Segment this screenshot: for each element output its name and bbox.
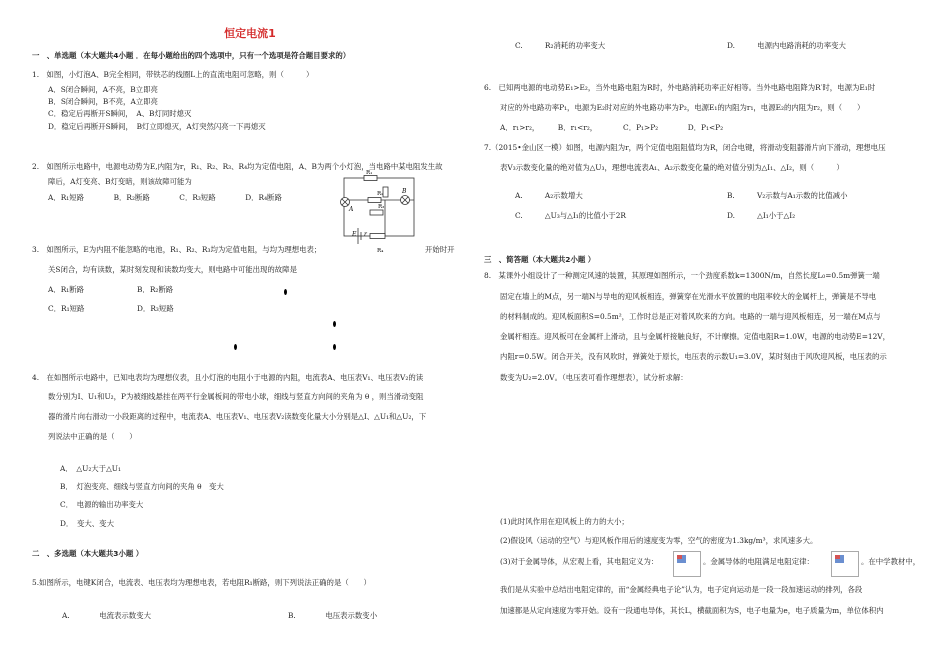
q8-line-3: 的材料制成的。迎风板面积S=0.5m²，工作时总是正对着风吹来的方向。电路的一端与迎风板相连，另一端在M点与 — [500, 312, 881, 321]
q8-line-1: 8. 某课外小组设计了一种测定风速的装置，其原理如图所示，一个劲度系数k=1300N/m，自然长度L₀=0.5m弹簧一端 — [484, 271, 880, 280]
q1-option-a: A．S闭合瞬间，A不亮，B立即亮 — [48, 85, 158, 94]
q8-line-7: 我们是从实验中总结出电阻定律的，而“金属经典电子论”认为，电子定向运动是一段一段加速运动的排列，各段 — [500, 585, 863, 594]
q7-option-a: A. A₂示数增大 — [515, 191, 583, 200]
q1-option-b: B．S闭合瞬间，B不亮，A立即亮 — [48, 97, 158, 106]
q3-option-d: D．R₃短路 — [137, 304, 174, 313]
image-fragment-dot — [234, 344, 237, 350]
q2-label-r3: R₃ — [378, 204, 385, 210]
q1-option-d: D．稳定后再断开S瞬间， B灯立即熄灭，A灯突然闪亮一下再熄灭 — [48, 122, 266, 131]
q8-line-2: 固定在墙上的M点，另一端N与导电的迎风板相连，弹簧穿在光滑水平放置的电阻率较大的金属杆上，弹簧是不导电 — [500, 292, 877, 301]
q1-option-c: C．稳定后再断开S瞬间， A、B灯同时熄灭 — [48, 109, 192, 118]
image-fragment-dot — [284, 289, 287, 295]
q5-stem: 5.如图所示，电键K闭合，电流表、电压表均为理想电表，若电阻R₁断路，则下列说法正确的是（ ） — [32, 578, 371, 587]
resistance-law-formula-image — [831, 551, 859, 577]
q4-line-1: 4. 在如图所示电路中，已知电表均为理想仪表，且小灯泡的电阻小于电源的内阻，电流表A、电压表V₁、电压表V₂的读 — [32, 373, 424, 382]
q3-option-a: A．R₁断路 — [48, 285, 85, 294]
q3-line-2: 关S闭合，均有读数，某时刻发现和读数均变大，则电路中可能出现的故障是 — [48, 265, 297, 274]
q5-option-d: D. 电源内电路消耗的功率变大 — [727, 41, 846, 50]
q4-option-b: B． 灯泡变亮、细线与竖直方向间的夹角 θ 变大 — [60, 482, 224, 491]
q3-option-b: B．R₂断路 — [137, 285, 174, 294]
q2-label-r: r — [364, 231, 367, 238]
q2-line-1: 2. 如图所示电路中，电源电动势为E,内阻为r，R₁、R₂、R₃、R₄均为定值电阻，A、B为两个小灯泡，当电路中某电阻发生故 — [32, 162, 443, 171]
q4-line-3: 器的滑片向右滑动一小段距离的过程中，电流表A、电压表V₁、电压表V₂读数变化量大小分别是△I、△U₁和△U₂，下 — [48, 412, 427, 421]
q4-line-4: 列说法中正确的是（ ） — [48, 432, 137, 441]
q7-line-1: 7.（2015•金山区一模）如图，电源内阻为r，两个定值电阻阻值均为R，闭合电键，将滑动变阻器滑片向下滑动，理想电压 — [484, 143, 886, 152]
q5-option-b: B. 电压表示数变小 — [288, 611, 378, 620]
q2-label-r2: R₂ — [377, 191, 384, 197]
image-fragment-dot — [333, 321, 336, 327]
q7-option-d: D. △I₁小于△I₂ — [727, 211, 796, 220]
section-multiple-choice: 二 、多选题（本大题共3小题 ） — [32, 549, 144, 558]
q3-line-1: 3. 如图所示，E为内阻不能忽略的电池，R₁、R₂、R₃均为定值电阻，与均为理想电表； — [32, 245, 322, 254]
image-fragment-dot — [333, 344, 336, 350]
page-title: 恒定电流1 — [224, 27, 276, 40]
q2-circuit-diagram — [338, 170, 420, 255]
section-single-choice: 一 、单选题（本大题共4小题 ．在每小题给出的四个选项中，只有一个选项是符合题目要求的） — [32, 51, 351, 60]
q8-line-5: 内阻r=0.5W。闭合开关，没有风吹时，弹簧处于原长，电压表的示数U₁=3.0V，某时刻由于风吹迎风板，电压表的示 — [500, 352, 887, 361]
q8-part-3-c: 。在中学教材中， — [861, 557, 921, 566]
q5-option-c: C. R₂消耗的功率变大 — [515, 41, 606, 50]
q2-label-r1: R₁ — [366, 170, 373, 176]
q4-option-d: D． 变大、变大 — [60, 519, 114, 528]
q8-line-8: 加速都是从定向速度为零开始。设有一段通电导体，其长L，横截面积为S，电子电量为e，电子质量为m，单位体积内 — [500, 606, 884, 615]
q4-option-c: C． 电源的输出功率变大 — [60, 500, 144, 509]
q2-line-2: 障后，A灯变亮、B灯变暗，则该故障可能为 — [48, 177, 192, 186]
q8-part-3-a: (3)对于金属导体，从宏观上看，其电阻定义为： — [500, 557, 659, 566]
q6-line-2: 对应的外电路功率P₁，电源为E₂时对应的外电路功率为P₂，电源E₁的内阻为r₁，电源E₂的内阻为r₂，则（ ） — [500, 103, 865, 112]
q6-line-1: 6. 已知两电源的电动势E₁>E₂，当外电路电阻为R时，外电路消耗功率正好相等。当外电路电阻降为R′时，电源为E₁时 — [484, 83, 876, 92]
q8-line-4: 金属杆相连。迎风板可在金属杆上滑动，且与金属杆接触良好，不计摩擦。定值电阻R=1.0W，电源的电动势E=12V， — [500, 332, 891, 341]
q7-line-2: 表V₃示数变化量的绝对值为△U₃，理想电流表A₁、A₂示数变化量的绝对值分别为△I₁、△I₂，则（ ） — [500, 163, 844, 172]
q6-options: A．r₁>r₂， B．r₁<r₂， C．P₁>P₂ D．P₁<P₂ — [500, 123, 724, 132]
q2-label-a: A — [349, 206, 354, 213]
q2-label-e: E — [352, 231, 357, 238]
q7-option-b: B. V₂示数与A₁示数的比值减小 — [727, 191, 848, 200]
q2-label-b: B — [402, 188, 407, 195]
section-short-answer: 三 、简答题（本大题共2小题 ） — [484, 255, 596, 264]
q8-part-1: (1)此时风作用在迎风板上的力的大小； — [500, 517, 629, 526]
q8-part-2: (2)假设风（运动的空气）与迎风板作用后的速度变为零，空气的密度为1.3kg/m³，求风速多大。 — [500, 536, 818, 545]
q3-option-c: C．R₁短路 — [48, 304, 85, 313]
q8-part-3-b: 。金属导体的电阻满足电阻定律： — [703, 557, 814, 566]
q8-line-6: 数变为U₂=2.0V。（电压表可看作理想表），试分析求解： — [500, 373, 688, 382]
q7-option-c: C. △U₃与△I₁的比值小于2R — [515, 211, 626, 220]
q4-line-2: 数分别为I、U₁和U₂，P为被细线悬挂在两平行金属板间的带电小球，细线与竖直方向间的夹角为 θ ，则当滑动变阻 — [48, 392, 424, 401]
q1-stem: 1. 如图，小灯泡A、B完全相同，带铁芯的线圈L上的直流电阻可忽略，则（ ） — [32, 70, 314, 79]
q3-line-1-end: 开始时开 — [425, 245, 455, 254]
resistance-definition-formula-image — [673, 551, 701, 577]
q5-option-a: A. 电流表示数变大 — [62, 611, 151, 620]
q2-label-r4: R₄ — [377, 248, 384, 254]
q4-option-a: A． △U₂大于△U₁ — [60, 464, 121, 473]
q2-options: A．R₁短路 B．R₂断路 C．R₃短路 D．R₄断路 — [48, 193, 282, 202]
